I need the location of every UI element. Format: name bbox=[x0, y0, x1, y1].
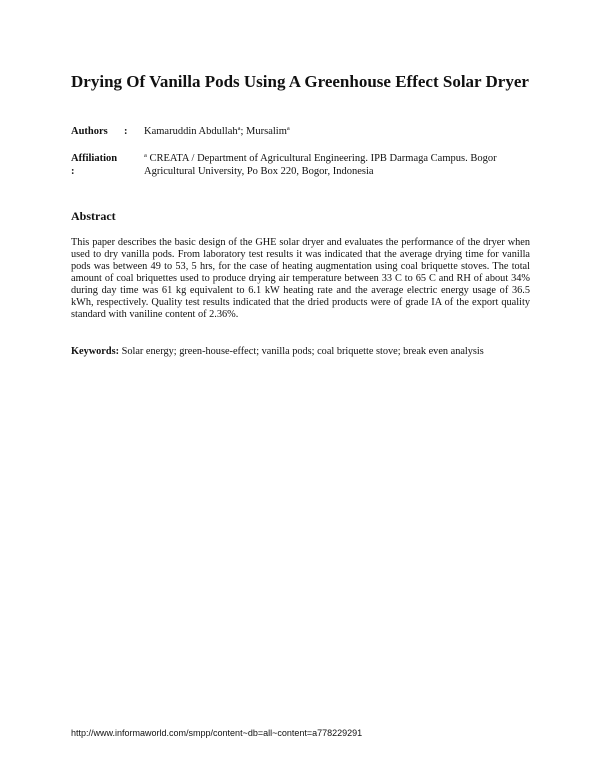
abstract-heading: Abstract bbox=[71, 209, 116, 223]
author-affil-mark: a bbox=[286, 125, 290, 132]
keywords bbox=[71, 346, 530, 358]
affiliation-text-block bbox=[144, 152, 534, 178]
authors-colon: : bbox=[124, 126, 128, 137]
author-separator: ; bbox=[240, 126, 247, 137]
paper-title: Drying Of Vanilla Pods Using A Greenhouse Effect Solar Dryer bbox=[71, 72, 529, 91]
affiliation-mark: a bbox=[144, 152, 147, 159]
authors-list bbox=[144, 125, 534, 138]
author-name: Kamaruddin Abdullah bbox=[144, 126, 238, 137]
author-name: Mursalim bbox=[246, 126, 287, 137]
authors-label: Authors bbox=[71, 126, 108, 137]
keywords-text: Solar energy; green-house-effect; vanilla pods; coal briquette stove; break even analysis bbox=[121, 346, 484, 357]
abstract-text: This paper describes the basic design of the GHE solar dryer and evaluates the performance of the dryer when used to dry vanilla pods. From laboratory test results it was indicated that the average drying time for vanilla pods was between 49 to 53, 5 hrs, for the case of heating augmentation using coal briquette stoves. The total amount of coal briquettes used to produce drying air temperature between 33 C to 65 C and RH of about 34% during day time was 61 kg equivalent to 6.1 kW heating rate and the average electric energy usage of 36.5 kWh, respectively. Quality test results indicated that the dried products were of grade IA of the export quality standard with vaniline content of 2.36%. bbox=[71, 237, 530, 320]
author-affil-mark: a bbox=[237, 125, 241, 132]
affiliation-text: CREATA / Department of Agricultural Engineering. IPB Darmaga Campus. Bogor Agricultural University, Po Box 220, Bogor, Indonesia bbox=[144, 153, 497, 177]
footer-url: http://www.informaworld.com/smpp/content~db=all~content=a778229291 bbox=[71, 728, 363, 738]
affiliation-label: Affiliation : bbox=[71, 153, 118, 177]
keywords-label: Keywords: bbox=[71, 346, 120, 357]
